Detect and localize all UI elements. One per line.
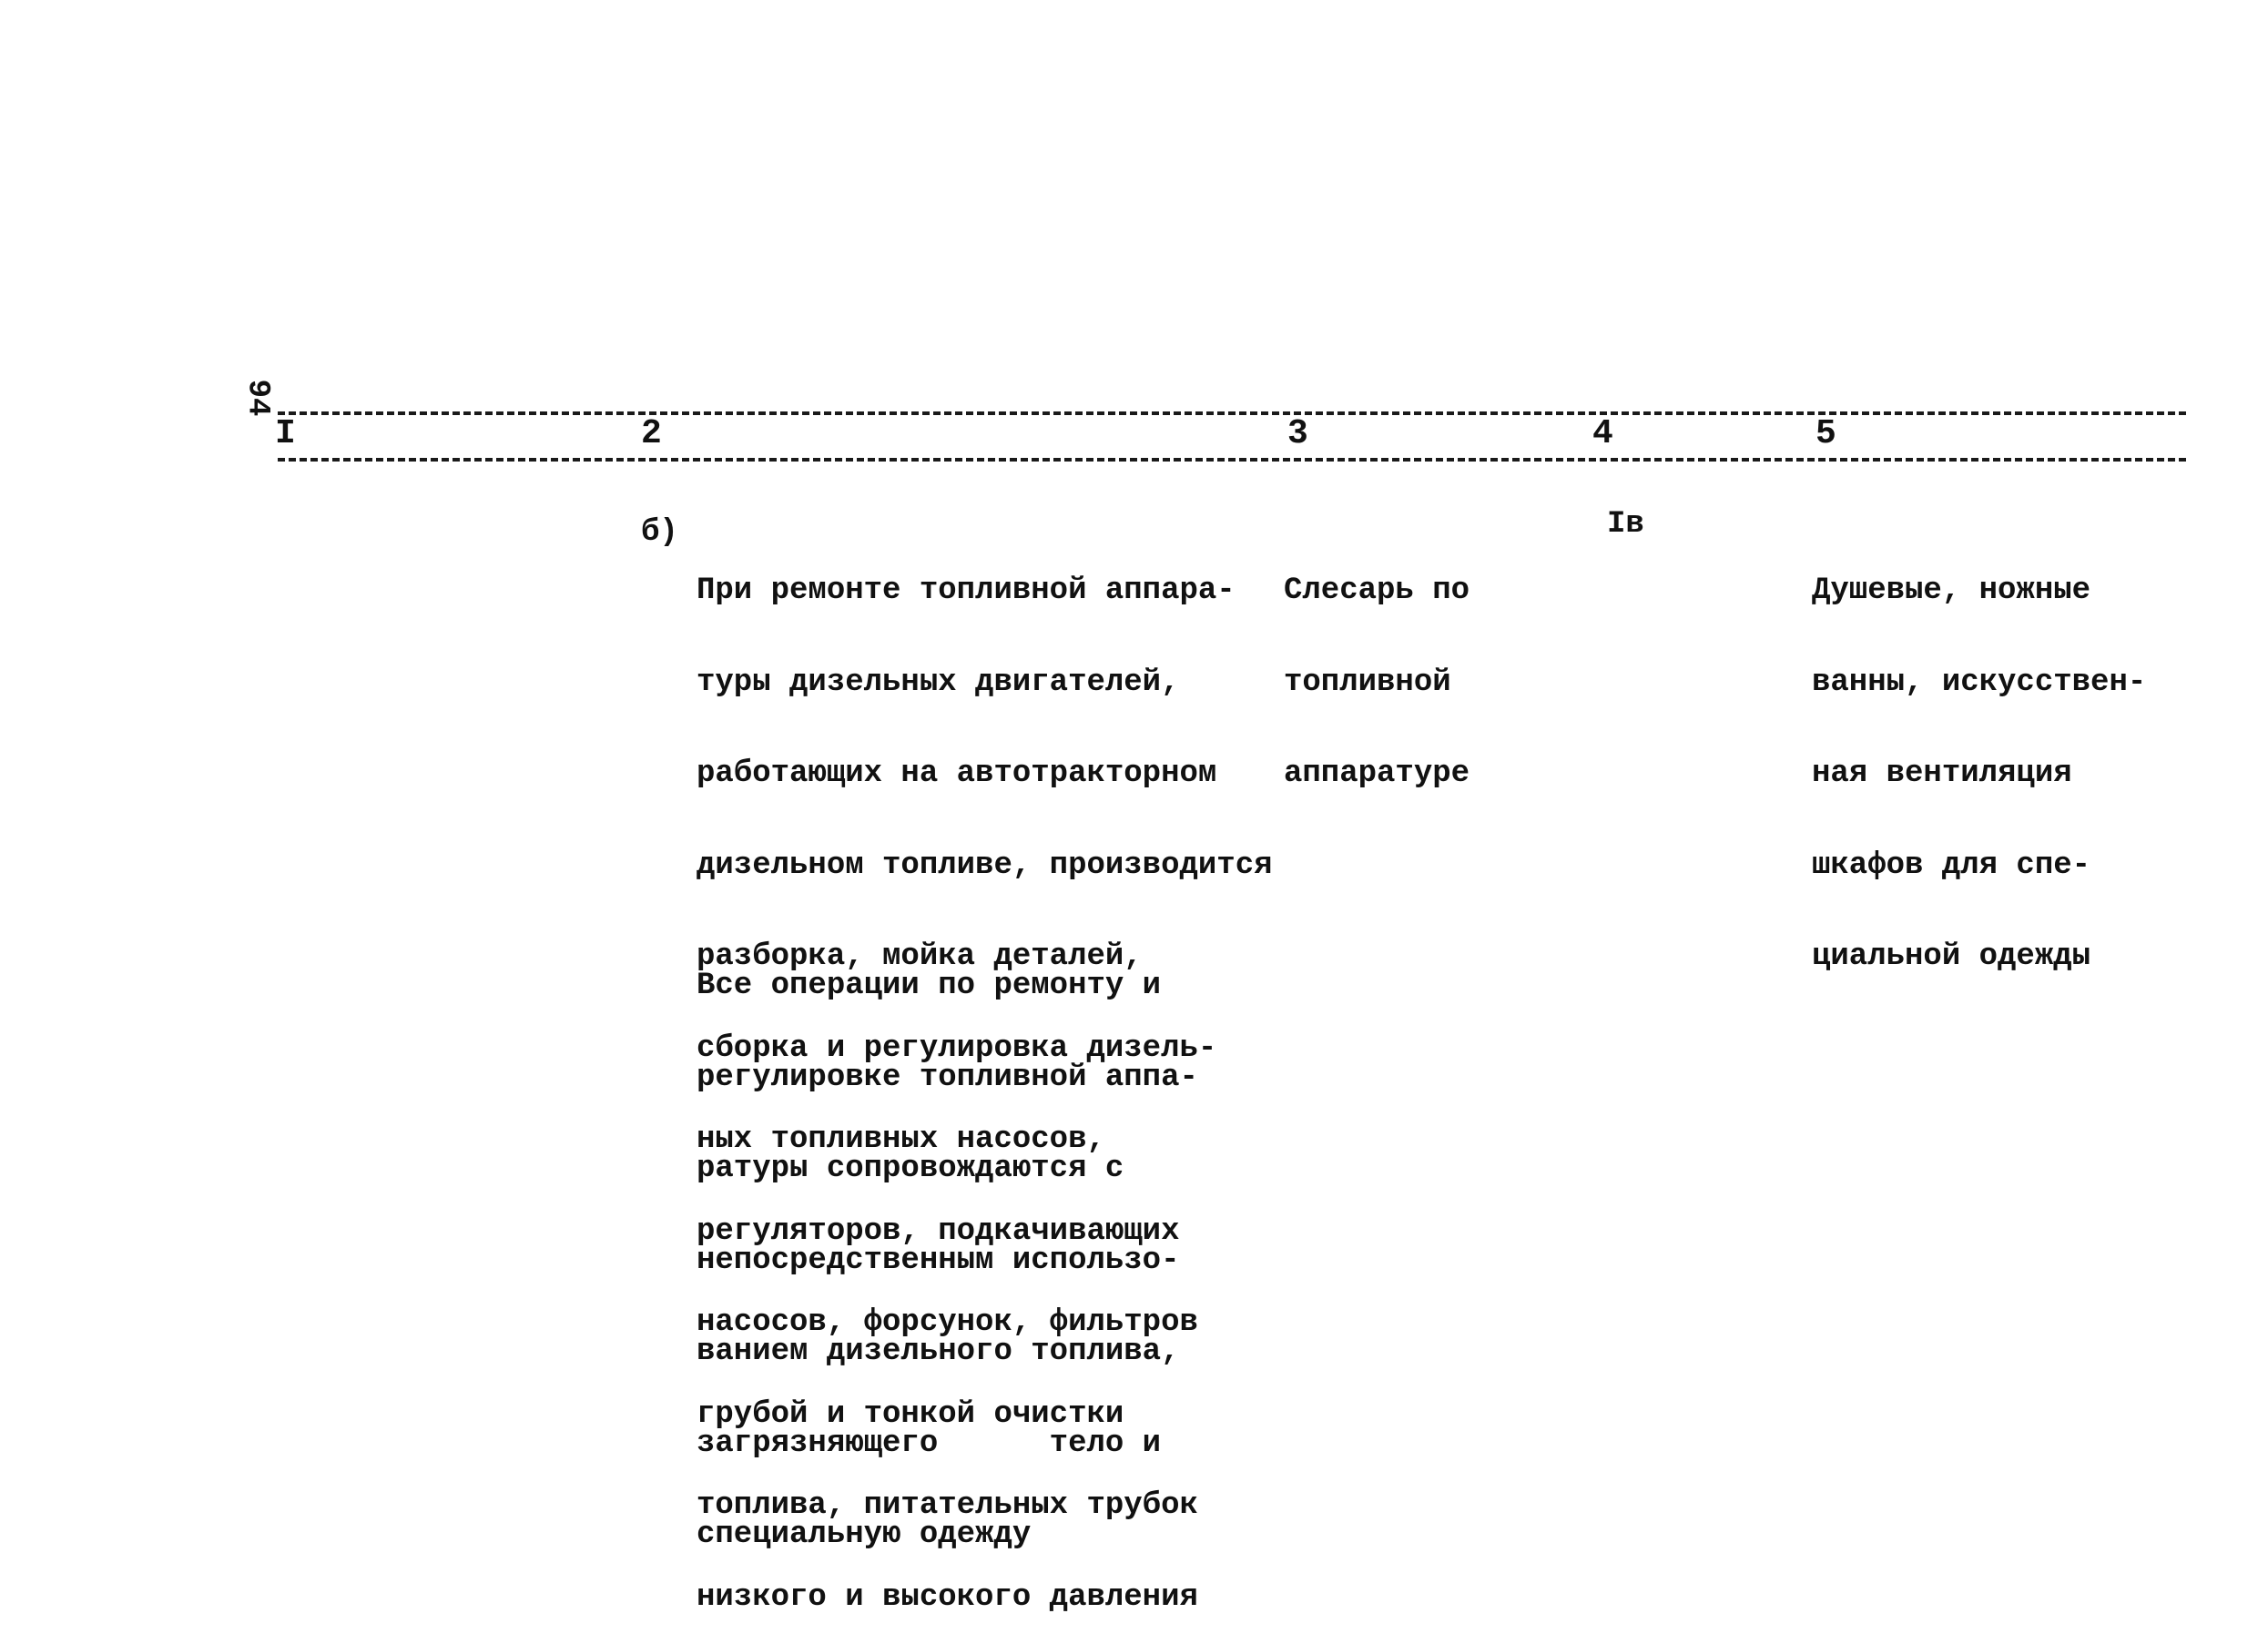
note-line: Все операции по ремонту и	[697, 969, 1162, 1003]
facilities-line: ная вентиляция	[1812, 756, 2072, 791]
table-header-dashed-rule	[278, 458, 2186, 462]
column-number-1: I	[271, 417, 300, 452]
note-line: непосредственным использо-	[697, 1243, 1180, 1278]
note-line: ванием дизельного топлива,	[697, 1334, 1180, 1369]
note-line: специальную одежду	[697, 1517, 1032, 1552]
work-note	[697, 910, 1198, 1581]
note-line: ратуры сопровождаются с	[697, 1152, 1124, 1186]
description-line: дизельном топливе, производится	[697, 847, 1273, 883]
facilities-line: шкафов для спе-	[1812, 847, 2091, 883]
note-line: регулировке топливной аппа-	[697, 1060, 1198, 1095]
description-line: ных топливных насосов,	[697, 1122, 1105, 1157]
description-line: низкого и высокого давления	[697, 1579, 1198, 1615]
profession	[1284, 515, 1470, 820]
facilities-line: Душевые, ножные	[1812, 573, 2091, 608]
column-number-4: 4	[1589, 417, 1617, 452]
description-line: туры дизельных двигателей,	[697, 665, 1180, 700]
column-number-3: 3	[1284, 417, 1312, 452]
special-facilities	[1812, 515, 2146, 1003]
description-line: сборка и регулировка дизель-	[697, 1030, 1217, 1066]
page-number: 94	[239, 379, 275, 417]
profession-line: топливной	[1284, 665, 1451, 700]
sanitary-group: Iв	[1607, 507, 1644, 542]
facilities-line: циальной одежды	[1812, 939, 2091, 974]
profession-line: аппаратуре	[1284, 756, 1470, 791]
table-top-dashed-rule	[278, 411, 2186, 415]
description-line: топлива, питательных трубок	[697, 1488, 1198, 1523]
profession-line: Слесарь по	[1284, 573, 1470, 608]
column-number-2: 2	[637, 417, 666, 452]
description-line: разборка, мойка деталей,	[697, 939, 1143, 974]
description-line: При ремонте топливной аппара-	[697, 573, 1236, 608]
description-line: работающих на автотракторном	[697, 756, 1217, 791]
note-line: загрязняющего тело и	[697, 1426, 1162, 1461]
description-line: регуляторов, подкачивающих	[697, 1213, 1180, 1249]
description-line: грубой и тонкой очистки	[697, 1396, 1124, 1432]
column-number-5: 5	[1812, 417, 1840, 452]
description-line: насосов, форсунок, фильтров	[697, 1305, 1198, 1340]
item-marker: б)	[641, 515, 678, 550]
facilities-line: ванны, искусствен-	[1812, 665, 2147, 700]
